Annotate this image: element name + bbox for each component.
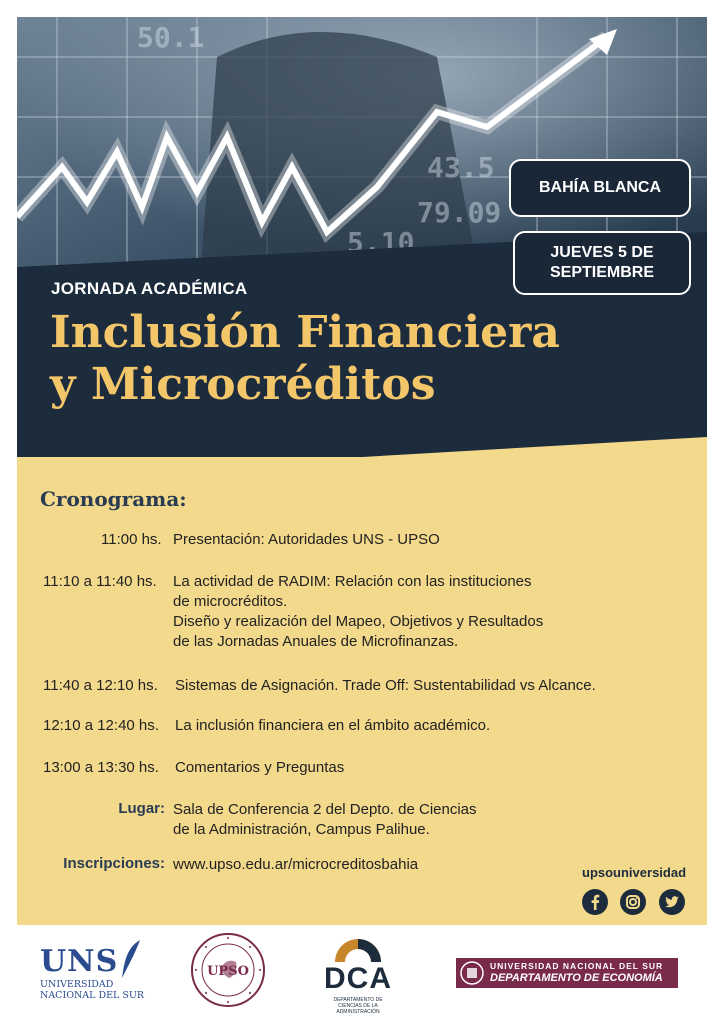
date-badge [513,231,691,295]
social-handle: upsouniversidad [582,865,687,880]
poster [17,17,707,925]
economia-emblem [460,961,484,985]
venue-line-2: de la Administración, Campus Palihue. [173,821,430,838]
uns-line-1: UNIVERSIDAD [40,979,114,990]
uns-logo [40,944,150,1004]
dca-subtitle [318,997,398,1015]
upso-mark: UPSO [207,964,249,979]
schedule-heading: Cronograma: [40,487,187,511]
registration-label: Inscripciones: [63,855,165,872]
schedule-line: La inclusión financiera en el ámbito académico. [175,717,491,734]
dca-line-2: CIENCIAS DE LA ADMINISTRACIÓN [336,1003,380,1015]
title-line-2: y Microcréditos [50,359,436,410]
city-text: BAHÍA BLANCA [538,179,662,196]
quill-icon [118,938,144,980]
facebook-icon[interactable] [582,889,608,915]
schedule-time: 11:40 a 12:10 hs. [43,677,158,694]
schedule-line: de microcréditos. [173,593,288,610]
schedule-line: Comentarios y Preguntas [175,759,345,776]
dca-wordmark: DCA [324,962,392,995]
upso-seal [190,932,266,1008]
schedule-time: 11:10 a 11:40 hs. [43,573,157,590]
dca-logo [318,932,428,1022]
schedule-line: Presentación: Autoridades UNS - UPSO [173,531,440,548]
schedule-time: 11:00 hs. [101,531,162,548]
title-line-1: Inclusión Financiera [50,307,560,358]
date-line-1: JUEVES 5 DE [550,244,654,261]
svg-text:50.1: 50.1 [137,21,205,54]
svg-text:5.10: 5.10 [347,226,415,259]
date-line-2: SEPTIEMBRE [549,264,654,281]
dca-arc [331,932,385,964]
twitter-icon[interactable] [659,889,685,915]
economia-line-1: UNIVERSIDAD NACIONAL DEL SUR [490,961,664,971]
uns-wordmark: UNS [40,944,119,979]
uns-line-2: NACIONAL DEL SUR [40,990,145,1001]
uns-subtitle [40,979,144,1001]
event-kicker: JORNADA ACADÉMICA [51,279,248,298]
event-title [50,307,560,411]
venue-label: Lugar: [118,800,165,817]
registration-link[interactable]: www.upso.edu.ar/microcreditosbahia [173,856,419,873]
schedule-line: de las Jornadas Anuales de Microfinanzas. [173,633,459,650]
partner-logos [0,928,724,1024]
schedule-line: Sistemas de Asignación. Trade Off: Sustentabilidad vs Alcance. [175,677,596,694]
economia-line-2: DEPARTAMENTO DE ECONOMÍA [490,972,663,984]
city-badge [509,159,691,217]
svg-text:79.09: 79.09 [417,196,502,229]
schedule-line: Diseño y realización del Mapeo, Objetivos y Resultados [173,613,544,630]
instagram-icon[interactable] [620,889,646,915]
dca-line-1: DEPARTAMENTO DE [333,997,383,1003]
schedule-time: 12:10 a 12:40 hs. [43,717,159,734]
economia-logo [456,958,678,988]
schedule-time: 13:00 a 13:30 hs. [43,759,159,776]
svg-text:43.5: 43.5 [427,151,495,184]
schedule-line: La actividad de RADIM: Relación con las instituciones [173,573,532,590]
venue-line-1: Sala de Conferencia 2 del Depto. de Ciencias [173,801,477,818]
